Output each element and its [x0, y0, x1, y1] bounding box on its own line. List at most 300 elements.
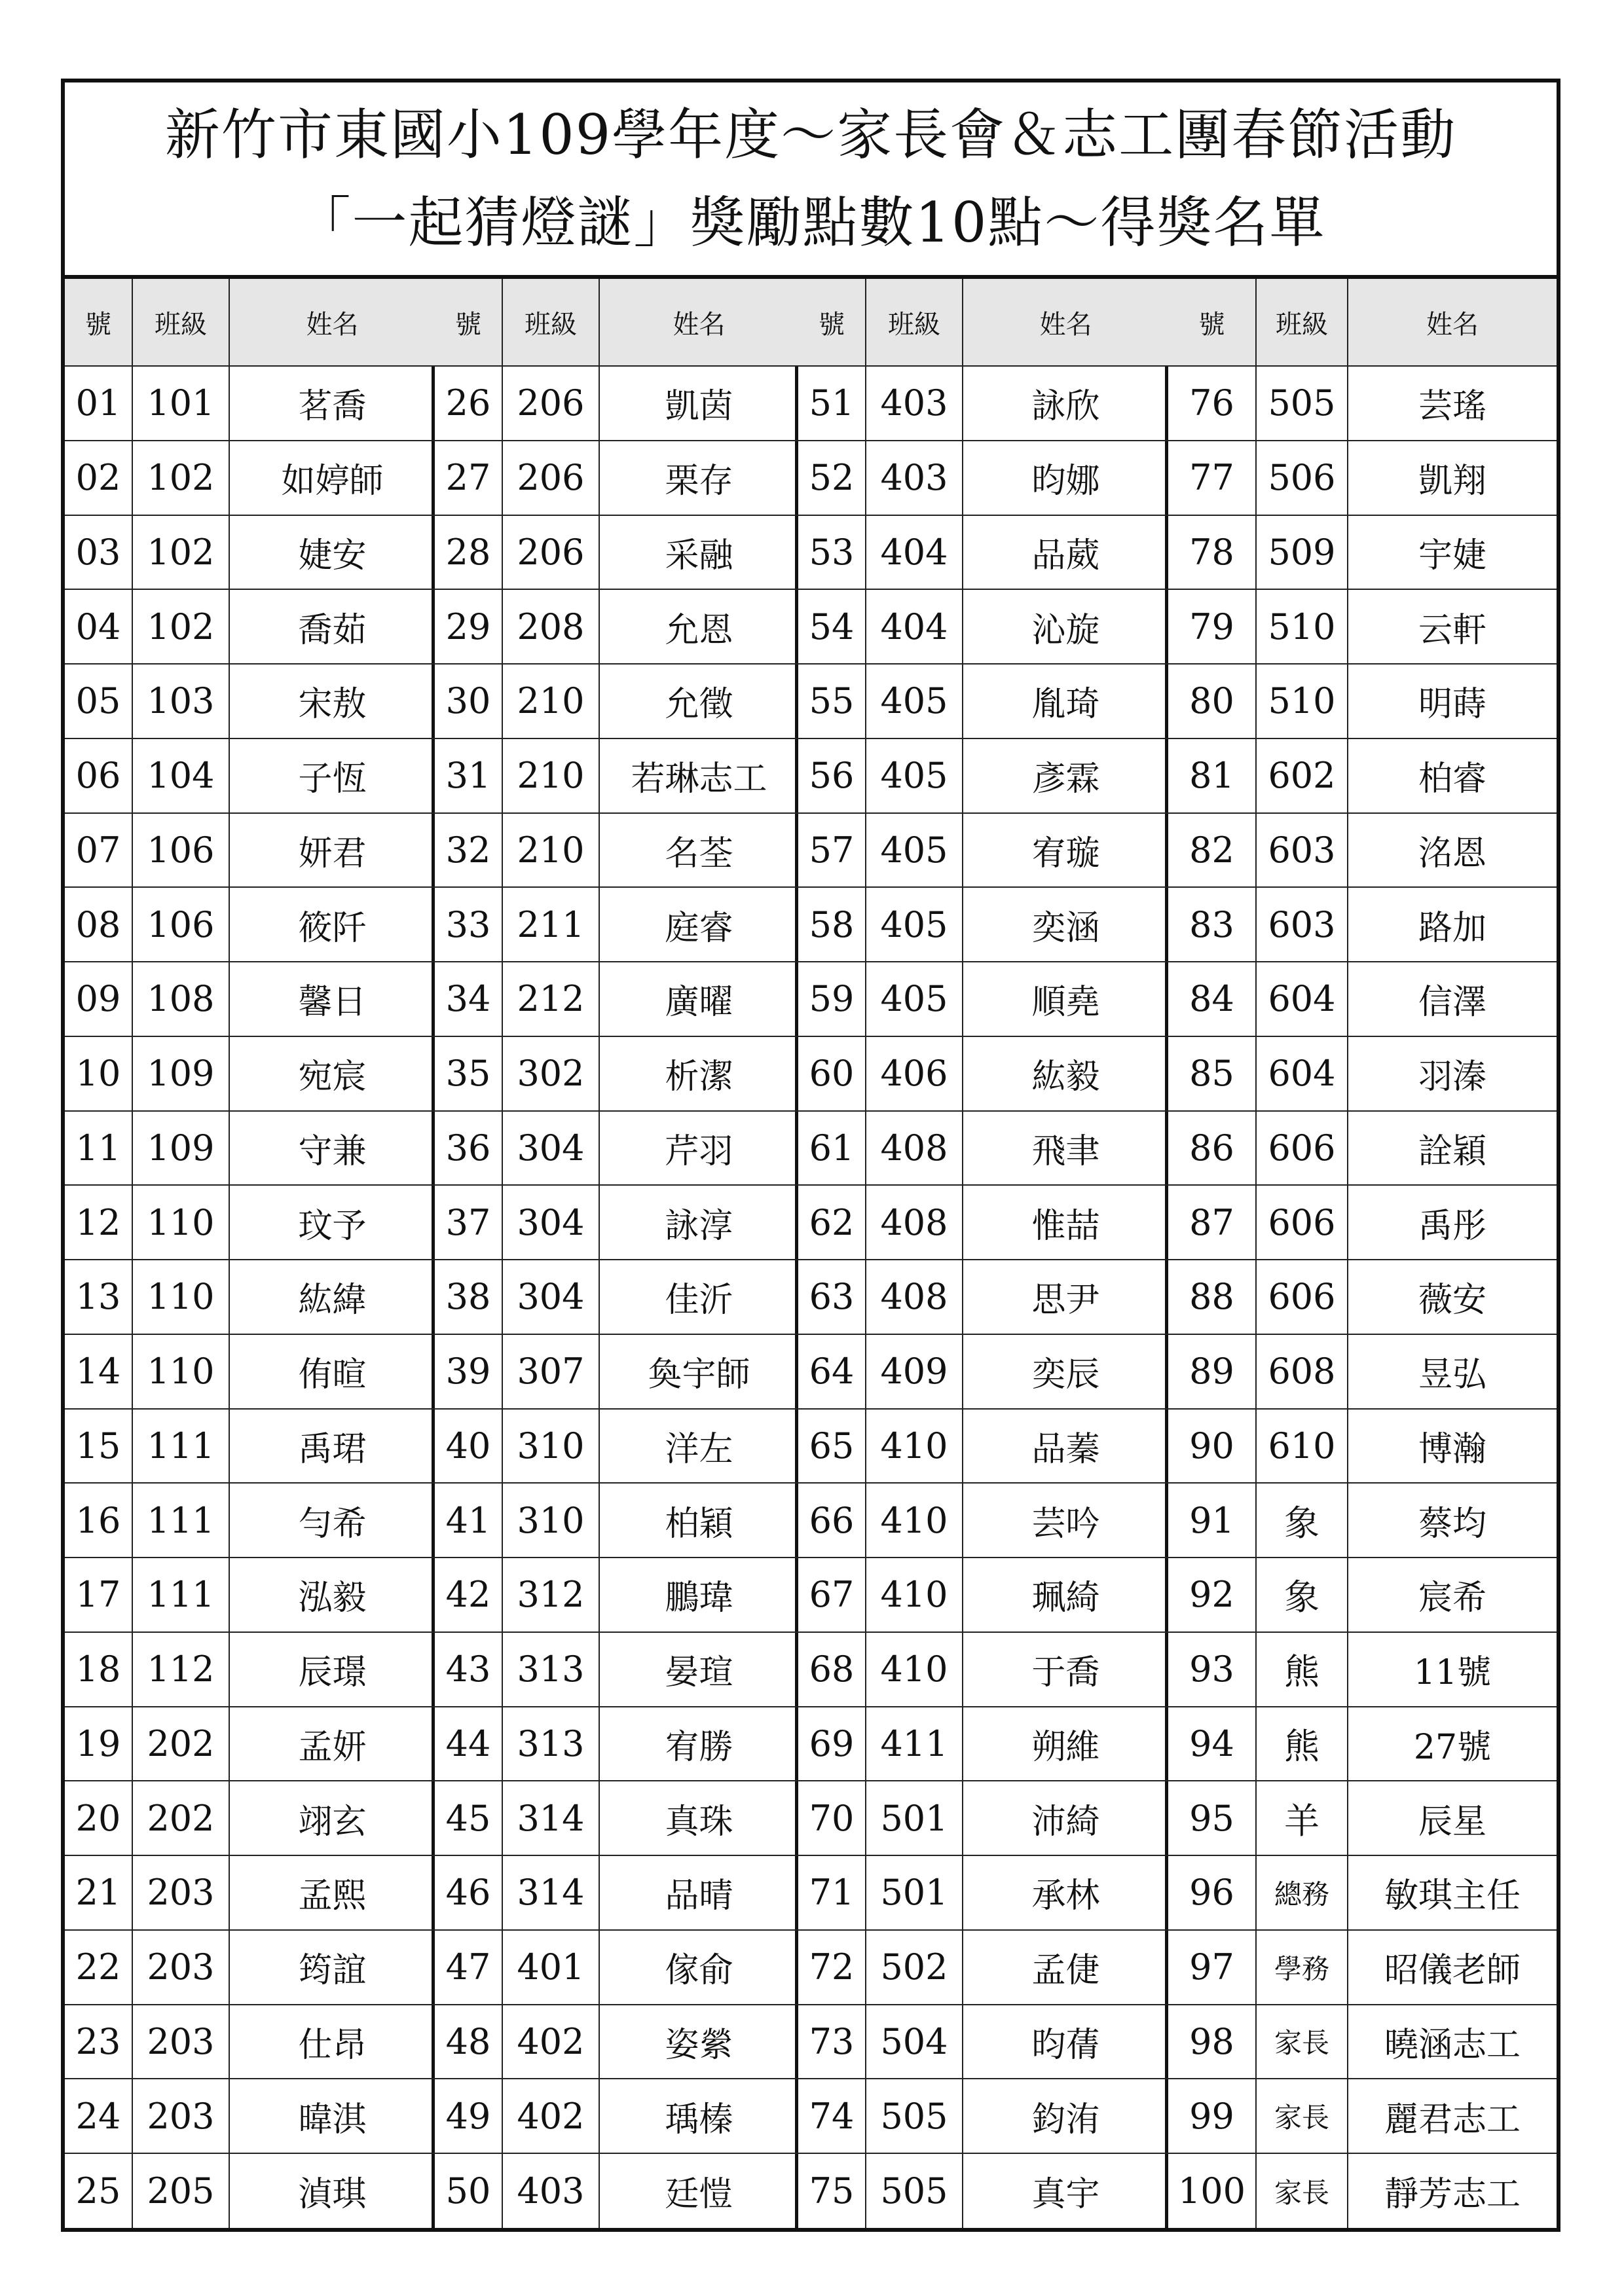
- table-row: [798, 2005, 1168, 2079]
- table-row: [1168, 1781, 1557, 1855]
- table-row: [435, 2153, 798, 2228]
- table-row: [798, 2153, 1168, 2228]
- winner-class: 111: [132, 1483, 229, 1558]
- winner-number: 55: [798, 664, 866, 738]
- table-row: [1168, 1409, 1557, 1484]
- winner-name: 宇婕: [1348, 515, 1557, 590]
- winner-name: 路加: [1348, 887, 1557, 962]
- winner-name: 詠淳: [599, 1185, 798, 1260]
- winner-class: 304: [502, 1185, 599, 1260]
- winner-name: 婕安: [229, 515, 435, 590]
- winner-class: 206: [502, 515, 599, 590]
- winner-table: [798, 279, 1168, 2228]
- header-class: 班級: [1256, 279, 1348, 366]
- winner-name: 宸希: [1348, 1558, 1557, 1632]
- table-row: [798, 1260, 1168, 1334]
- winner-table: [1168, 279, 1557, 2228]
- winner-name: 翊玄: [229, 1781, 435, 1855]
- table-row: [798, 962, 1168, 1036]
- winner-class: 404: [866, 515, 963, 590]
- table-row: [1168, 1483, 1557, 1558]
- winner-number: 12: [65, 1185, 132, 1260]
- table-row: [798, 738, 1168, 813]
- winner-name: 彥霖: [963, 738, 1168, 813]
- winner-number: 34: [435, 962, 502, 1036]
- winner-class: 102: [132, 589, 229, 664]
- winner-name: 馨日: [229, 962, 435, 1036]
- winner-class: 404: [866, 589, 963, 664]
- winner-class: 109: [132, 1036, 229, 1111]
- winner-class: 313: [502, 1632, 599, 1707]
- table-row: [435, 441, 798, 515]
- table-row: [1168, 1558, 1557, 1632]
- winner-number: 80: [1168, 664, 1256, 738]
- table-row: [1168, 738, 1557, 813]
- winner-name: 詠欣: [963, 366, 1168, 441]
- winner-class: 502: [866, 1930, 963, 2005]
- winner-class: 510: [1256, 589, 1348, 664]
- winner-class: 310: [502, 1409, 599, 1484]
- winner-class: 203: [132, 1855, 229, 1930]
- winner-class: 210: [502, 738, 599, 813]
- winner-name: 晏瑄: [599, 1632, 798, 1707]
- table-row: [798, 664, 1168, 738]
- winner-class: 410: [866, 1632, 963, 1707]
- table-row: [65, 1185, 435, 1260]
- winner-number: 18: [65, 1632, 132, 1707]
- table-row: [65, 1781, 435, 1855]
- winner-number: 93: [1168, 1632, 1256, 1707]
- table-row: [65, 1930, 435, 2005]
- winner-class: 403: [866, 366, 963, 441]
- winner-name: 順堯: [963, 962, 1168, 1036]
- winner-class: 202: [132, 1707, 229, 1781]
- table-row: [435, 1260, 798, 1334]
- winner-number: 09: [65, 962, 132, 1036]
- winner-number: 98: [1168, 2005, 1256, 2079]
- winner-name: 子恆: [229, 738, 435, 813]
- winner-class: 314: [502, 1855, 599, 1930]
- winner-number: 67: [798, 1558, 866, 1632]
- winner-number: 79: [1168, 589, 1256, 664]
- table-row: [65, 2153, 435, 2228]
- winner-column-block: [798, 279, 1168, 2228]
- table-row: [435, 887, 798, 962]
- winner-number: 92: [1168, 1558, 1256, 1632]
- winner-class: 110: [132, 1334, 229, 1409]
- winner-name: 筱阡: [229, 887, 435, 962]
- winner-class: 111: [132, 1558, 229, 1632]
- winner-class: 606: [1256, 1111, 1348, 1186]
- winner-number: 06: [65, 738, 132, 813]
- winner-class: 604: [1256, 1036, 1348, 1111]
- winner-class: 象: [1256, 1558, 1348, 1632]
- winner-class: 206: [502, 441, 599, 515]
- winner-number: 46: [435, 1855, 502, 1930]
- winner-number: 56: [798, 738, 866, 813]
- winner-number: 84: [1168, 962, 1256, 1036]
- winner-name: 庭睿: [599, 887, 798, 962]
- table-row: [798, 366, 1168, 441]
- winner-class: 象: [1256, 1483, 1348, 1558]
- table-row: [1168, 813, 1557, 888]
- winner-class: 家長: [1256, 2153, 1348, 2228]
- winner-class: 402: [502, 2005, 599, 2079]
- winner-name: 11號: [1348, 1632, 1557, 1707]
- winner-class: 208: [502, 589, 599, 664]
- winner-number: 77: [1168, 441, 1256, 515]
- header-name: 姓名: [229, 279, 435, 366]
- winner-class: 102: [132, 441, 229, 515]
- winner-name: 明蒔: [1348, 664, 1557, 738]
- table-row: [798, 813, 1168, 888]
- winner-class: 103: [132, 664, 229, 738]
- winner-number: 13: [65, 1260, 132, 1334]
- table-row: [1168, 366, 1557, 441]
- winner-class: 112: [132, 1632, 229, 1707]
- winner-name: 真宇: [963, 2153, 1168, 2228]
- winner-class: 608: [1256, 1334, 1348, 1409]
- winner-name: 洋左: [599, 1409, 798, 1484]
- winner-number: 91: [1168, 1483, 1256, 1558]
- winner-class: 106: [132, 887, 229, 962]
- winner-number: 39: [435, 1334, 502, 1409]
- winner-name: 暐淇: [229, 2079, 435, 2153]
- winner-class: 504: [866, 2005, 963, 2079]
- table-row: [1168, 1185, 1557, 1260]
- table-row: [65, 738, 435, 813]
- winner-class: 606: [1256, 1260, 1348, 1334]
- winner-name: 侑暄: [229, 1334, 435, 1409]
- table-row: [65, 515, 435, 590]
- winner-class: 606: [1256, 1185, 1348, 1260]
- table-row: [435, 589, 798, 664]
- winner-class: 熊: [1256, 1632, 1348, 1707]
- winner-name: 宥勝: [599, 1707, 798, 1781]
- winner-name: 昀蒨: [963, 2005, 1168, 2079]
- table-row: [435, 962, 798, 1036]
- winner-class: 總務: [1256, 1855, 1348, 1930]
- winner-name: 鈞洧: [963, 2079, 1168, 2153]
- winner-number: 63: [798, 1260, 866, 1334]
- table-row: [435, 738, 798, 813]
- header-class: 班級: [502, 279, 599, 366]
- winner-name: 筠誼: [229, 1930, 435, 2005]
- winner-number: 44: [435, 1707, 502, 1781]
- winner-name: 飛聿: [963, 1111, 1168, 1186]
- winner-class: 403: [866, 441, 963, 515]
- winner-number: 76: [1168, 366, 1256, 441]
- winner-name: 玟予: [229, 1185, 435, 1260]
- winner-number: 89: [1168, 1334, 1256, 1409]
- table-row: [65, 664, 435, 738]
- table-row: [1168, 1855, 1557, 1930]
- winner-name: 孟妍: [229, 1707, 435, 1781]
- winner-class: 106: [132, 813, 229, 888]
- winner-class: 312: [502, 1558, 599, 1632]
- table-row: [65, 1632, 435, 1707]
- winner-name: 沁旋: [963, 589, 1168, 664]
- table-row: [435, 1036, 798, 1111]
- winner-name: 凱翔: [1348, 441, 1557, 515]
- winner-name: 勻希: [229, 1483, 435, 1558]
- header-number: 號: [435, 279, 502, 366]
- winner-name: 胤琦: [963, 664, 1168, 738]
- winner-class: 610: [1256, 1409, 1348, 1484]
- table-row: [1168, 887, 1557, 962]
- table-row: [65, 962, 435, 1036]
- table-row: [65, 1855, 435, 1930]
- winner-name: 羽溱: [1348, 1036, 1557, 1111]
- winner-class: 402: [502, 2079, 599, 2153]
- winner-name: 宛宸: [229, 1036, 435, 1111]
- winner-class: 202: [132, 1781, 229, 1855]
- winner-number: 01: [65, 366, 132, 441]
- winner-class: 203: [132, 2079, 229, 2153]
- winner-name: 紘毅: [963, 1036, 1168, 1111]
- table-row: [798, 515, 1168, 590]
- winner-class: 314: [502, 1781, 599, 1855]
- winner-name: 孟熙: [229, 1855, 435, 1930]
- winner-class: 家長: [1256, 2005, 1348, 2079]
- winner-number: 14: [65, 1334, 132, 1409]
- winner-name: 芸瑤: [1348, 366, 1557, 441]
- winner-class: 102: [132, 515, 229, 590]
- table-row: [1168, 441, 1557, 515]
- winner-number: 57: [798, 813, 866, 888]
- winner-class: 101: [132, 366, 229, 441]
- table-row: [798, 441, 1168, 515]
- winner-name: 析潔: [599, 1036, 798, 1111]
- winner-number: 52: [798, 441, 866, 515]
- winner-number: 25: [65, 2153, 132, 2228]
- winner-number: 37: [435, 1185, 502, 1260]
- table-row: [1168, 1334, 1557, 1409]
- winner-class: 506: [1256, 441, 1348, 515]
- winner-class: 406: [866, 1036, 963, 1111]
- winner-class: 408: [866, 1185, 963, 1260]
- table-row: [798, 1334, 1168, 1409]
- winner-name: 薇安: [1348, 1260, 1557, 1334]
- winner-number: 48: [435, 2005, 502, 2079]
- winner-name: 昱弘: [1348, 1334, 1557, 1409]
- winner-number: 94: [1168, 1707, 1256, 1781]
- winner-class: 408: [866, 1260, 963, 1334]
- winner-class: 212: [502, 962, 599, 1036]
- winner-name: 辰星: [1348, 1781, 1557, 1855]
- winner-class: 509: [1256, 515, 1348, 590]
- table-row: [65, 1334, 435, 1409]
- winner-number: 71: [798, 1855, 866, 1930]
- winner-class: 203: [132, 1930, 229, 2005]
- winner-name: 瑀榛: [599, 2079, 798, 2153]
- winner-number: 33: [435, 887, 502, 962]
- winner-number: 22: [65, 1930, 132, 2005]
- winner-name: 守兼: [229, 1111, 435, 1186]
- winner-name: 品葳: [963, 515, 1168, 590]
- winner-name: 若琳志工: [599, 738, 798, 813]
- table-row: [65, 887, 435, 962]
- winner-number: 41: [435, 1483, 502, 1558]
- winner-number: 96: [1168, 1855, 1256, 1930]
- table-row: [435, 1930, 798, 2005]
- winner-class: 310: [502, 1483, 599, 1558]
- winner-class: 家長: [1256, 2079, 1348, 2153]
- table-row: [798, 1111, 1168, 1186]
- table-row: [65, 2079, 435, 2153]
- winner-class: 501: [866, 1781, 963, 1855]
- winner-number: 74: [798, 2079, 866, 2153]
- table-row: [435, 366, 798, 441]
- table-row: [65, 589, 435, 664]
- winner-number: 100: [1168, 2153, 1256, 2228]
- table-row: [65, 2005, 435, 2079]
- table-row: [435, 1558, 798, 1632]
- winner-table: [435, 279, 798, 2228]
- winner-name: 洺恩: [1348, 813, 1557, 888]
- winner-column-block: [435, 279, 798, 2228]
- winner-name: 紘緯: [229, 1260, 435, 1334]
- winner-name: 曉涵志工: [1348, 2005, 1557, 2079]
- winner-number: 08: [65, 887, 132, 962]
- winner-name: 如婷師: [229, 441, 435, 515]
- winner-number: 83: [1168, 887, 1256, 962]
- winner-name: 芸吟: [963, 1483, 1168, 1558]
- winner-name: 喬茹: [229, 589, 435, 664]
- table-row: [1168, 1111, 1557, 1186]
- winner-class: 501: [866, 1855, 963, 1930]
- winner-name: 允徵: [599, 664, 798, 738]
- winner-name: 廷愷: [599, 2153, 798, 2228]
- winner-class: 104: [132, 738, 229, 813]
- table-row: [1168, 1930, 1557, 2005]
- winner-class: 405: [866, 738, 963, 813]
- winner-name: 奕涵: [963, 887, 1168, 962]
- winner-class: 206: [502, 366, 599, 441]
- table-row: [798, 1781, 1168, 1855]
- table-row: [798, 1185, 1168, 1260]
- winner-number: 69: [798, 1707, 866, 1781]
- table-row: [1168, 1036, 1557, 1111]
- winner-table: [65, 279, 435, 2228]
- winner-number: 47: [435, 1930, 502, 2005]
- winner-number: 49: [435, 2079, 502, 2153]
- winner-number: 27: [435, 441, 502, 515]
- table-row: [1168, 962, 1557, 1036]
- winner-name: 孟倢: [963, 1930, 1168, 2005]
- winner-class: 110: [132, 1260, 229, 1334]
- winner-class: 505: [866, 2079, 963, 2153]
- winner-number: 15: [65, 1409, 132, 1484]
- winner-number: 95: [1168, 1781, 1256, 1855]
- winner-class: 410: [866, 1409, 963, 1484]
- winner-class: 熊: [1256, 1707, 1348, 1781]
- winner-number: 54: [798, 589, 866, 664]
- table-row: [1168, 515, 1557, 590]
- winner-class: 304: [502, 1260, 599, 1334]
- table-row: [65, 366, 435, 441]
- winner-number: 64: [798, 1334, 866, 1409]
- winner-name: 宋敖: [229, 664, 435, 738]
- table-row: [435, 1185, 798, 1260]
- header-name: 姓名: [599, 279, 798, 366]
- winner-number: 65: [798, 1409, 866, 1484]
- winner-number: 78: [1168, 515, 1256, 590]
- winner-class: 313: [502, 1707, 599, 1781]
- winner-class: 408: [866, 1111, 963, 1186]
- table-row: [798, 1707, 1168, 1781]
- winner-class: 401: [502, 1930, 599, 2005]
- winner-number: 66: [798, 1483, 866, 1558]
- winner-name: 奕辰: [963, 1334, 1168, 1409]
- winner-name: 禹彤: [1348, 1185, 1557, 1260]
- table-row: [798, 1930, 1168, 2005]
- table-row: [435, 1855, 798, 1930]
- winner-class: 505: [866, 2153, 963, 2228]
- winner-name: 柏穎: [599, 1483, 798, 1558]
- winner-name: 昭儀老師: [1348, 1930, 1557, 2005]
- winner-name: 于喬: [963, 1632, 1168, 1707]
- header-class: 班級: [132, 279, 229, 366]
- table-row: [435, 2005, 798, 2079]
- winner-name: 妍君: [229, 813, 435, 888]
- winner-number: 99: [1168, 2079, 1256, 2153]
- winner-name: 詮穎: [1348, 1111, 1557, 1186]
- winner-number: 19: [65, 1707, 132, 1781]
- table-row: [798, 1632, 1168, 1707]
- table-row: [1168, 1707, 1557, 1781]
- winner-class: 410: [866, 1483, 963, 1558]
- table-header-row: [798, 279, 1168, 366]
- winner-name: 27號: [1348, 1707, 1557, 1781]
- table-row: [65, 813, 435, 888]
- winner-name: 栗存: [599, 441, 798, 515]
- winner-number: 23: [65, 2005, 132, 2079]
- winner-class: 505: [1256, 366, 1348, 441]
- table-row: [798, 589, 1168, 664]
- winner-class: 210: [502, 813, 599, 888]
- winner-name: 麗君志工: [1348, 2079, 1557, 2153]
- title-line-2: 「一起猜燈謎」獎勵點數10點～得獎名單: [295, 191, 1326, 255]
- table-row: [65, 441, 435, 515]
- winner-name: 信澤: [1348, 962, 1557, 1036]
- header-number: 號: [65, 279, 132, 366]
- winner-class: 405: [866, 813, 963, 888]
- winner-number: 87: [1168, 1185, 1256, 1260]
- winner-name: 仕昂: [229, 2005, 435, 2079]
- table-row: [65, 1260, 435, 1334]
- winner-number: 32: [435, 813, 502, 888]
- table-row: [435, 1707, 798, 1781]
- winner-column-block: [65, 279, 435, 2228]
- winner-number: 45: [435, 1781, 502, 1855]
- table-row: [65, 1409, 435, 1484]
- winner-class: 410: [866, 1558, 963, 1632]
- winner-number: 70: [798, 1781, 866, 1855]
- winner-class: 109: [132, 1111, 229, 1186]
- winner-number: 11: [65, 1111, 132, 1186]
- winner-number: 30: [435, 664, 502, 738]
- winner-class: 409: [866, 1334, 963, 1409]
- winner-number: 82: [1168, 813, 1256, 888]
- winner-class: 603: [1256, 887, 1348, 962]
- winner-number: 36: [435, 1111, 502, 1186]
- table-row: [435, 1632, 798, 1707]
- table-row: [1168, 1260, 1557, 1334]
- winner-name: 蔡均: [1348, 1483, 1557, 1558]
- table-row: [65, 1111, 435, 1186]
- winner-number: 02: [65, 441, 132, 515]
